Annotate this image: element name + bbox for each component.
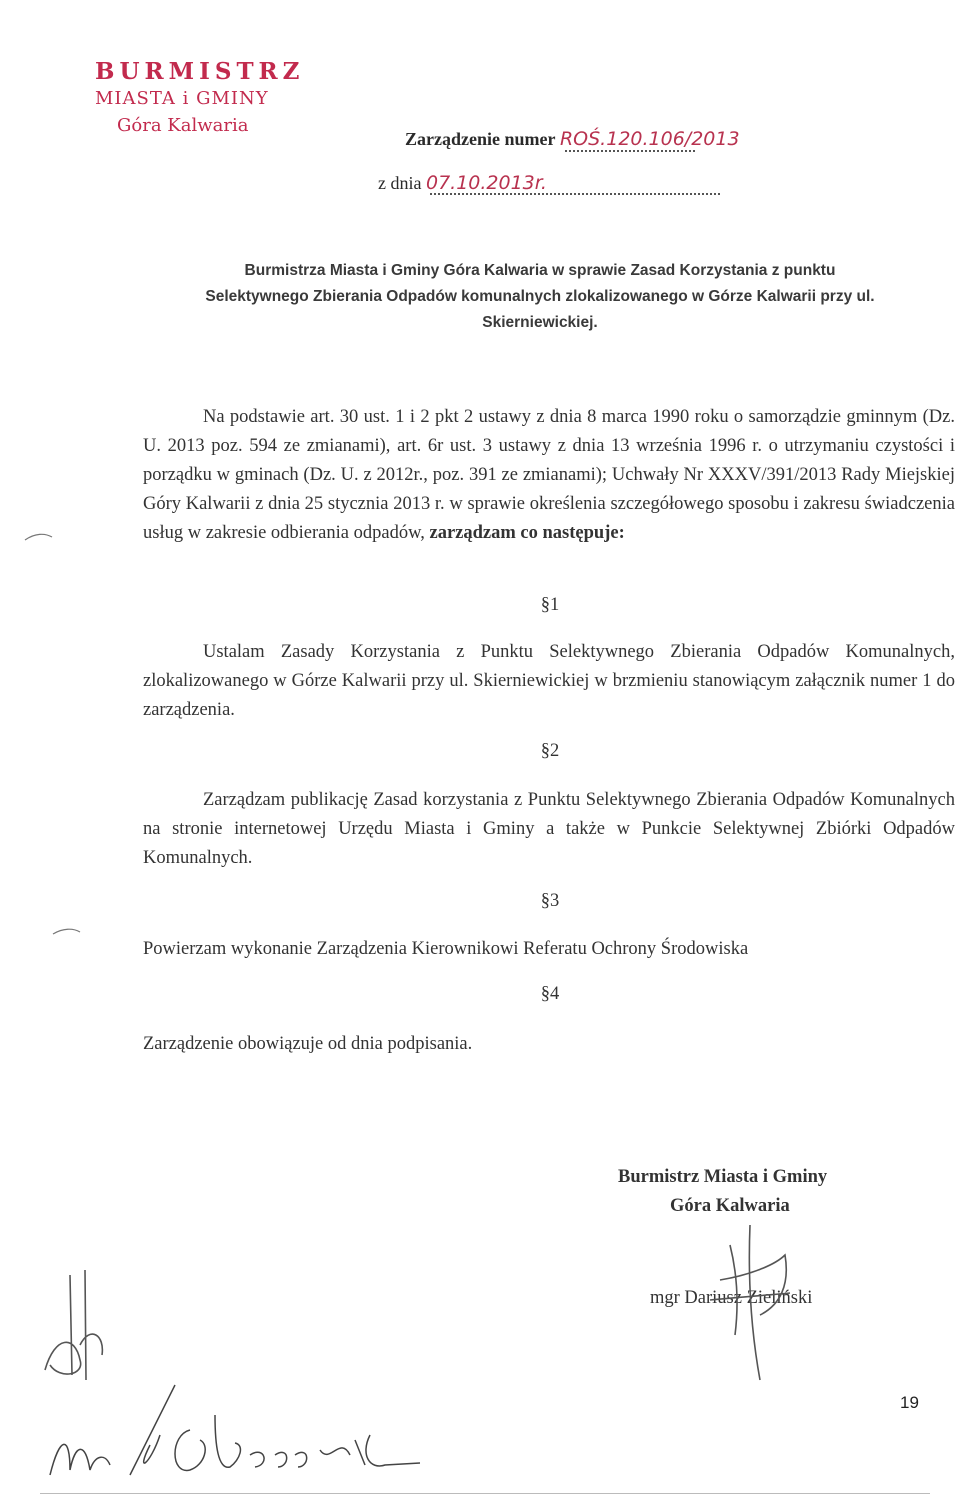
title-line-2: Selektywnego Zbierania Odpadów komunalnych zlokalizowanego w Górze Kalwarii przy ul. (205, 288, 875, 305)
signature-title-line-1: Burmistrz Miasta i Gminy (618, 1167, 828, 1187)
order-number-dots (565, 150, 695, 152)
stamp-line-1: BURMISTRZ (95, 58, 305, 85)
section-4-mark: §4 (540, 984, 560, 1004)
section-3-text-block (143, 935, 955, 964)
section-1-text-block (143, 638, 955, 725)
section-2-mark: §2 (540, 741, 560, 761)
order-date-label: z dnia (378, 173, 422, 193)
order-date-dots (430, 193, 720, 195)
preamble-bold-tail: zarządzam co następuje: (429, 523, 625, 543)
section-1-mark: §1 (540, 595, 560, 615)
footer-divider (40, 1493, 930, 1494)
title-line-1: Burmistrza Miasta i Gminy Góra Kalwaria w sprawie Zasad Korzystania z punktu (244, 262, 836, 279)
margin-mark-2 (48, 922, 88, 942)
preamble-paragraph (143, 403, 955, 548)
document-title (150, 258, 930, 336)
title-line-3: Skierniewickiej. (482, 314, 598, 331)
section-1-text: Ustalam Zasady Korzystania z Punktu Selektywnego Zbierania Odpadów Komunalnych, zlokalizowanego w Górze Kalwarii przy ul. Skierniewickiej w brzmieniu stanowiącym załącznik numer 1 do zarządzenia. (143, 642, 955, 720)
order-number-label: Zarządzenie numer (405, 129, 556, 149)
section-4-text-block (143, 1030, 955, 1059)
section-2-text-block (143, 786, 955, 873)
preamble-text: Na podstawie art. 30 ust. 1 i 2 pkt 2 ustawy z dnia 8 marca 1990 roku o samorządzie gminnym (Dz. U. 2013 poz. 594 ze zmianami), art. 6r ust. 3 ustawy z dnia 13 września 1996 r. o utrzymaniu czystości i porządku w gminach (Dz. U. z 2012r., poz. 391 ze zmianami); Uchwały Nr XXXV/391/2013 Rady Miejskiej Góry Kalwarii z dnia 25 stycznia 2013 r. w sprawie określenia szczegółowego sposobu i zakresu świadczenia usług w zakresie odbierania odpadów, (143, 407, 955, 543)
section-3-text: Powierzam wykonanie Zarządzenia Kierownikowi Referatu Ochrony Środowiska (143, 939, 749, 959)
section-4-text: Zarządzenie obowiązuje od dnia podpisania. (143, 1034, 473, 1054)
handwritten-signature-mayor (690, 1205, 820, 1385)
handwritten-signature-bottom (40, 1375, 440, 1490)
section-2-text: Zarządzam publikację Zasad korzystania z Punktu Selektywnego Zbierania Odpadów Komunalnych na stronie internetowej Urzędu Miasta i Gminy a także w Punkcie Selektywnej Zbiórki Odpadów Komunalnych. (143, 790, 955, 868)
order-date-handwritten: 07.10.2013r. (425, 172, 547, 194)
order-number-handwritten: ROŚ.120.106/2013 (559, 128, 740, 150)
order-number-line (405, 128, 740, 150)
page-number: 19 (900, 1393, 919, 1412)
stamp-line-3: Góra Kalwaria (117, 115, 249, 136)
signatory-name: mgr Dariusz Zieliński (650, 1288, 813, 1308)
section-3-mark: §3 (540, 891, 560, 911)
signature-title-line-2: Góra Kalwaria (670, 1196, 790, 1216)
stamp-line-2: MIASTA i GMINY (95, 88, 269, 109)
order-date-line (378, 172, 547, 194)
margin-mark (20, 525, 60, 575)
